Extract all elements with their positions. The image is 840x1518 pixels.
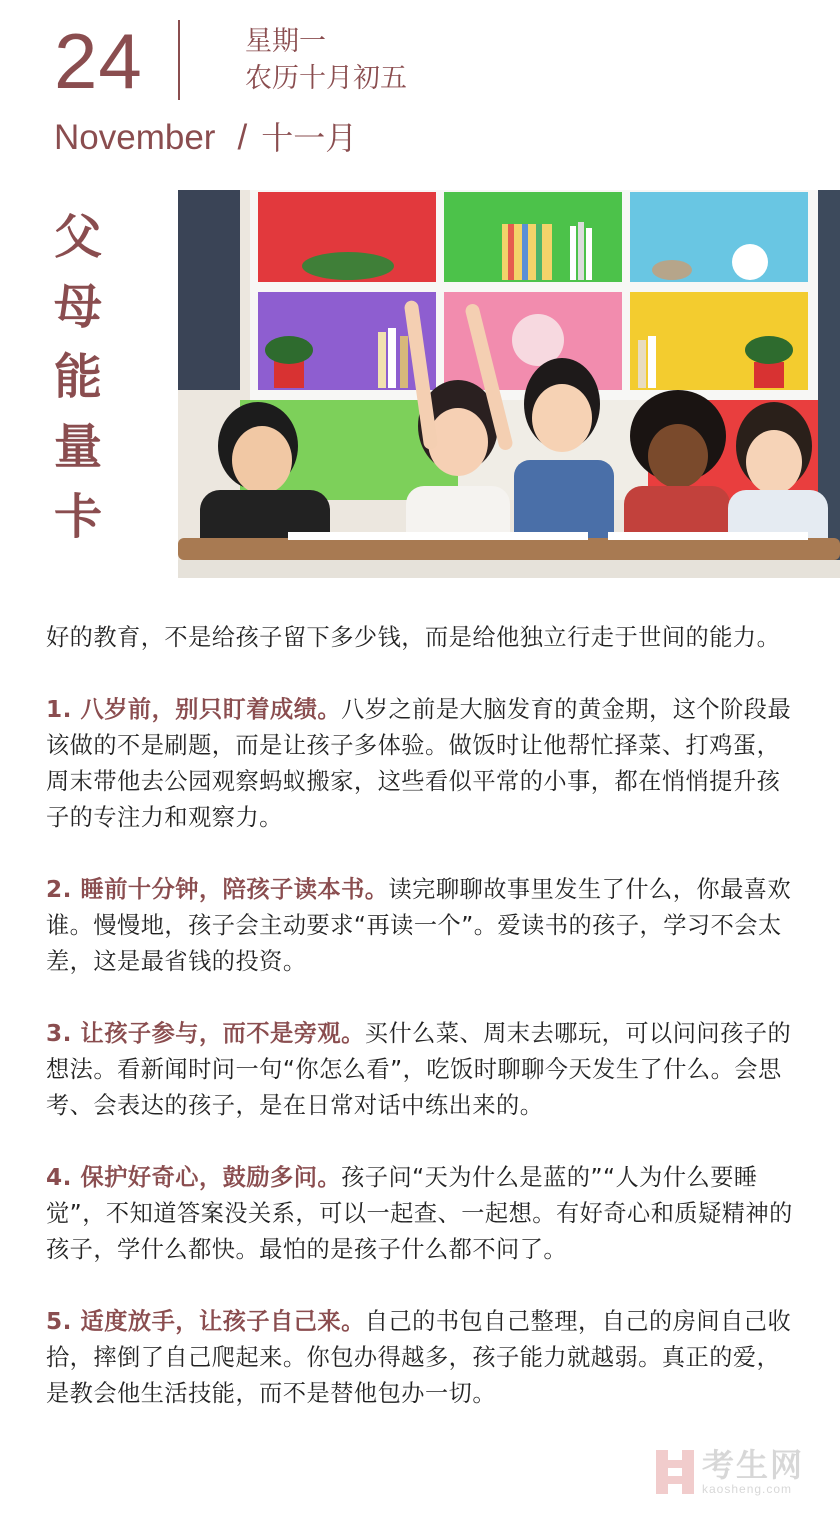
tip-body: 八岁之前是大脑发育的黄金期，这个阶段最该做的不是刷题，而是让孩子多体验。做饭时让他帮忙择菜、打鸡蛋，周末带他去公园观察蚂蚁搬家，这些看似平常的小事，都在悄悄提升孩子的专注力和观察力。 [46, 696, 792, 831]
tip-body: 自己的书包自己整理，自己的房间自己收拾，摔倒了自己爬起来。你包办得越多，孩子能力就越弱。真正的爱，是教会他生活技能，而不是替他包办一切。 [46, 1308, 792, 1407]
tip-heading: 3. 让孩子参与，而不是旁观。 [46, 1020, 365, 1047]
header-divider [178, 20, 180, 100]
tip-paragraph [46, 1016, 798, 1124]
title-char: 能 [53, 349, 102, 405]
tip-heading: 4. 保护好奇心，鼓励多问。 [46, 1164, 342, 1191]
tip-body: 买什么菜、周末去哪玩，可以问问孩子的想法。看新闻时问一句“你怎么看”，吃饭时聊聊今天发生了什么。会思考、会表达的孩子，是在日常对话中练出来的。 [46, 1020, 792, 1119]
tip-paragraph [46, 692, 798, 836]
tip-heading: 5. 适度放手，让孩子自己来。 [46, 1308, 365, 1335]
tip-paragraph [46, 1304, 798, 1412]
card-title [50, 202, 106, 552]
month-en: November [54, 118, 216, 157]
watermark-en: kaosheng.com [702, 1482, 793, 1496]
tip-paragraph [46, 1160, 798, 1268]
watermark [656, 1448, 804, 1496]
month-separator: / [237, 118, 248, 157]
watermark-cn: 考生网 [702, 1446, 805, 1484]
title-char: 母 [53, 279, 102, 335]
title-char: 量 [53, 419, 102, 475]
title-char: 卡 [53, 489, 102, 545]
watermark-logo-icon [656, 1450, 694, 1494]
weekday: 星期一 [245, 26, 326, 57]
title-char: 父 [53, 209, 102, 265]
tip-heading: 1. 八岁前，别只盯着成绩。 [46, 696, 342, 723]
month-line [54, 116, 357, 160]
tip-paragraph [46, 872, 798, 980]
tip-heading: 2. 睡前十分钟，陪孩子读本书。 [46, 876, 389, 903]
tip-body: 读完聊聊故事里发生了什么，你最喜欢谁。慢慢地，孩子会主动要求“再读一个”。爱读书的孩子，学习不会太差，这是最省钱的投资。 [46, 876, 792, 975]
intro-paragraph: 好的教育，不是给孩子留下多少钱，而是给他独立行走于世间的能力。 [46, 624, 781, 651]
day-number: 24 [54, 17, 143, 105]
month-cn: 十一月 [261, 119, 358, 157]
classroom-photo [178, 190, 840, 578]
tip-body: 孩子问“天为什么是蓝的”“人为什么要睡觉”，不知道答案没关系，可以一起查、一起想。有好奇心和质疑精神的孩子，学什么都快。最怕的是孩子什么都不问了。 [46, 1164, 793, 1263]
article-body [46, 620, 798, 1448]
lunar-date: 农历十月初五 [245, 63, 407, 94]
